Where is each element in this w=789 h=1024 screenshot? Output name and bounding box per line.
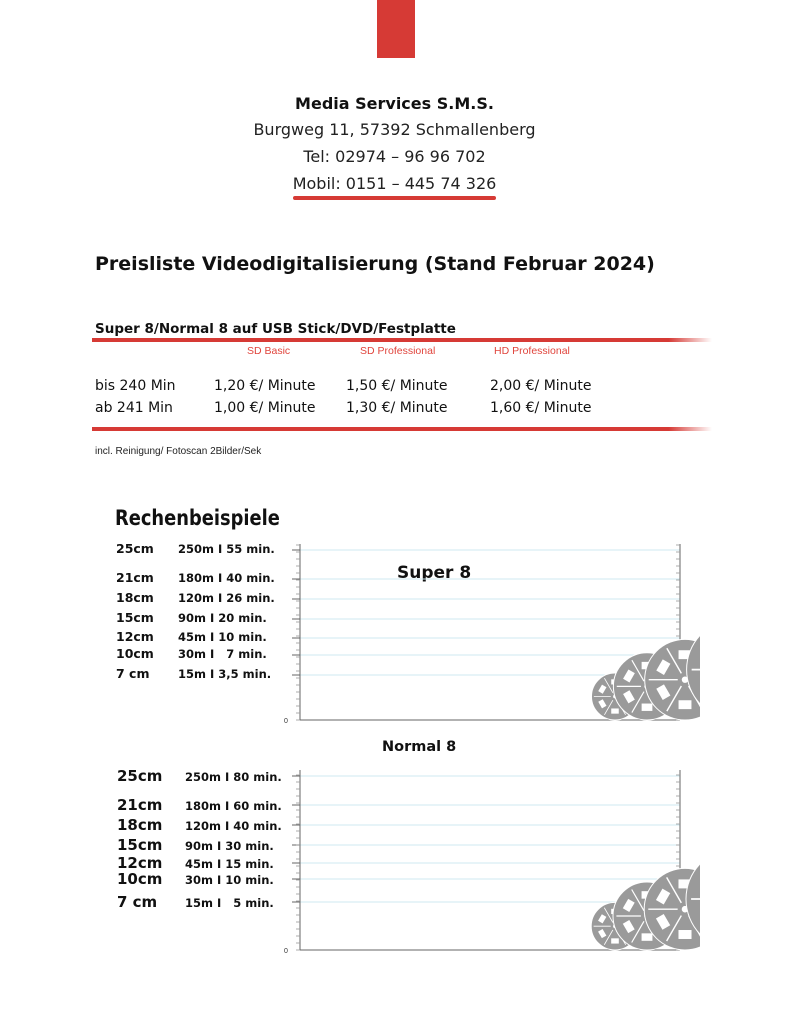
reel-size-label: 15cm: [116, 610, 154, 625]
reel-size-label: 21cm: [117, 796, 163, 814]
price-sd-basic: 1,20 €/ Minute: [214, 378, 316, 394]
row-label: bis 240 Min: [95, 378, 176, 394]
axis-zero-label: 0: [284, 948, 288, 954]
reel-length-label: 180m I 40 min.: [178, 571, 275, 585]
reel-size-label: 18cm: [117, 816, 163, 834]
reel-chart-title: Super 8: [397, 563, 472, 583]
column-header-sd-professional: SD Professional: [360, 345, 436, 357]
reel-length-label: 90m I 30 min.: [185, 839, 274, 853]
reel-size-label: 10cm: [117, 870, 163, 888]
reel-size-label: 12cm: [117, 854, 163, 872]
reel-length-label: 250m I 80 min.: [185, 770, 282, 784]
reel-size-label: 25cm: [117, 767, 163, 785]
company-mobile: Mobil: 0151 – 445 74 326: [292, 174, 497, 193]
reel-diagram: [280, 765, 700, 954]
row-label: ab 241 Min: [95, 400, 173, 416]
column-header-hd-professional: HD Professional: [494, 345, 570, 357]
page-title: Preisliste Videodigitalisierung (Stand Februar 2024): [95, 253, 655, 275]
reel-size-label: 10cm: [116, 646, 154, 661]
reel-length-label: 120m I 40 min.: [185, 819, 282, 833]
company-name: Media Services S.M.S.: [295, 94, 494, 113]
reel-size-label: 15cm: [117, 836, 163, 854]
reel-length-label: 15m I 3,5 min.: [178, 667, 272, 681]
section-heading: Super 8/Normal 8 auf USB Stick/DVD/Festplatte: [95, 321, 456, 337]
header-underline: [293, 196, 496, 200]
reel-length-label: 90m I 20 min.: [178, 611, 267, 625]
top-accent-bar: [377, 0, 415, 58]
reel-size-label: 12cm: [116, 629, 154, 644]
reel-length-label: 45m I 15 min.: [185, 857, 274, 871]
reel-size-label: 7 cm: [117, 893, 158, 911]
reel-length-label: 120m I 26 min.: [178, 591, 275, 605]
price-note: incl. Reinigung/ Fotoscan 2Bilder/Sek: [95, 446, 262, 457]
reel-size-label: 25cm: [116, 541, 154, 556]
company-address: Burgweg 11, 57392 Schmallenberg: [253, 120, 536, 139]
price-sd-basic: 1,00 €/ Minute: [214, 400, 316, 416]
reel-length-label: 45m I 10 min.: [178, 630, 267, 644]
reel-length-label: 180m I 60 min.: [185, 799, 282, 813]
table-bottom-divider: [92, 427, 712, 431]
reel-size-label: 21cm: [116, 570, 154, 585]
reel-size-label: 18cm: [116, 590, 154, 605]
reel-length-label: 250m I 55 min.: [178, 542, 275, 556]
examples-title: Rechenbeispiele: [115, 506, 280, 530]
company-tel: Tel: 02974 – 96 96 702: [303, 147, 486, 166]
price-hd-professional: 1,60 €/ Minute: [490, 400, 592, 416]
reel-diagram: [280, 540, 700, 724]
price-hd-professional: 2,00 €/ Minute: [490, 378, 592, 394]
axis-zero-label: 0: [284, 718, 288, 724]
reel-size-label: 7 cm: [116, 666, 150, 681]
price-sd-professional: 1,50 €/ Minute: [346, 378, 448, 394]
price-sd-professional: 1,30 €/ Minute: [346, 400, 448, 416]
column-header-sd-basic: SD Basic: [247, 345, 291, 357]
reel-chart-title: Normal 8: [382, 739, 457, 755]
reel-length-label: 30m I 7 min.: [178, 647, 267, 661]
reel-length-label: 30m I 10 min.: [185, 873, 274, 887]
table-top-divider: [92, 338, 712, 342]
reel-length-label: 15m I 5 min.: [185, 896, 274, 910]
